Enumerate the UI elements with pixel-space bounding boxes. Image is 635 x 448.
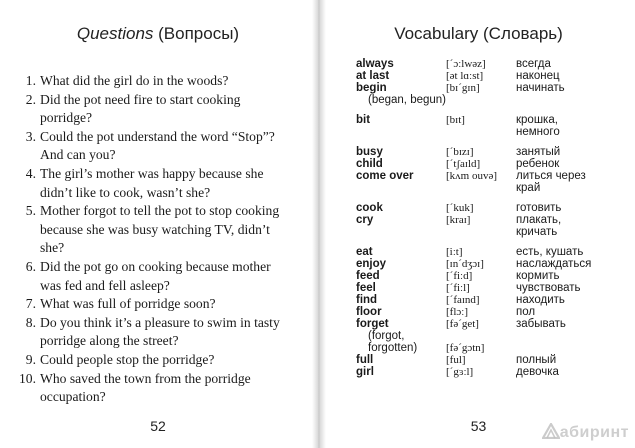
page-number-right: 53 xyxy=(470,418,487,434)
vocab-word: find xyxy=(356,294,378,306)
questions-list xyxy=(14,72,294,407)
vocab-entry xyxy=(356,170,626,182)
vocab-translation: край xyxy=(516,182,541,194)
question-number: 8. xyxy=(25,314,36,330)
vocab-transcription: [ət lɑːst] xyxy=(446,70,484,82)
vocab-spacer xyxy=(356,238,626,246)
vocab-entry xyxy=(356,114,626,126)
vocab-word: feed xyxy=(356,270,380,282)
vocab-transcription: [kʌm ouvə] xyxy=(446,170,498,182)
vocab-entry xyxy=(356,270,626,282)
vocab-entry xyxy=(356,306,626,318)
vocab-entry xyxy=(356,226,626,238)
vocab-translation: немного xyxy=(516,126,560,138)
vocab-word: floor xyxy=(356,306,382,318)
questions-title xyxy=(0,24,316,44)
vocab-transcription xyxy=(446,330,516,342)
vocab-entry xyxy=(356,82,626,94)
vocab-entry xyxy=(356,294,626,306)
vocab-transcription: [ˊbɪzɪ] xyxy=(446,146,474,158)
vocab-entry xyxy=(356,94,626,106)
vocab-translation: всегда xyxy=(516,58,551,70)
vocab-translation: пол xyxy=(516,306,536,318)
question-text: Could the pot understand the word “Stop”? And can you? xyxy=(40,128,275,163)
vocab-entry xyxy=(356,366,626,378)
vocab-word: girl xyxy=(356,366,374,378)
vocab-transcription xyxy=(446,94,516,106)
vocab-transcription: [ˊkuk] xyxy=(446,202,474,214)
vocab-transcription: [ful] xyxy=(446,354,466,366)
question-text: What was full of porridge soon? xyxy=(40,296,216,312)
question-text: What did the girl do in the woods? xyxy=(40,73,229,88)
vocab-spacer xyxy=(356,138,626,146)
vocab-translation xyxy=(516,330,626,342)
question-number: 1. xyxy=(25,73,36,88)
vocab-transcription xyxy=(446,226,516,238)
vocab-translation: находить xyxy=(516,294,565,306)
vocab-translation xyxy=(516,342,626,354)
left-page xyxy=(0,0,316,448)
question-number: 5. xyxy=(25,203,36,219)
vocab-translation: полный xyxy=(516,354,557,366)
vocab-word: (began, begun) xyxy=(368,94,447,106)
question-item xyxy=(14,258,294,295)
vocab-spacer xyxy=(356,106,626,114)
vocab-transcription: [fəˊgɔtn] xyxy=(446,342,485,354)
question-item xyxy=(14,295,294,314)
vocab-word: begin xyxy=(356,82,387,94)
vocab-transcription xyxy=(446,126,516,138)
vocab-entry xyxy=(356,126,626,138)
question-text: Could people stop the porridge? xyxy=(40,351,215,367)
vocab-transcription: [ɪnˊdʒɔɪ] xyxy=(446,258,484,270)
watermark xyxy=(542,423,629,442)
vocab-word: full xyxy=(356,354,374,366)
questions-title-english: Questions xyxy=(76,24,154,43)
vocab-word: bit xyxy=(356,114,371,126)
question-item xyxy=(14,202,294,258)
vocab-word: eat xyxy=(356,246,373,258)
vocab-transcription: [iːt] xyxy=(446,246,463,258)
vocab-translation: занятый xyxy=(516,146,561,158)
vocab-entry xyxy=(356,342,626,354)
question-text: Do you think it’s a pleasure to swim in tasty porridge along the street? xyxy=(40,314,280,349)
question-item xyxy=(14,351,294,370)
questions-title-russian: (Вопросы) xyxy=(153,24,240,43)
vocabulary-list xyxy=(356,58,626,378)
vocab-transcription: [ˊfaɪnd] xyxy=(446,294,480,306)
vocab-word xyxy=(356,126,446,138)
question-number: 9. xyxy=(25,351,36,367)
vocab-word: (forgot, xyxy=(368,330,405,342)
vocab-entry xyxy=(356,282,626,294)
question-number: 7. xyxy=(25,296,36,312)
vocab-word: cry xyxy=(356,214,374,226)
vocab-word: forget xyxy=(356,318,389,330)
vocab-word xyxy=(356,182,446,194)
vocab-entry xyxy=(356,70,626,82)
vocab-word: forgotten) xyxy=(368,342,418,354)
vocab-word: feel xyxy=(356,282,376,294)
vocab-word: always xyxy=(356,58,394,70)
vocab-translation: крошка, xyxy=(516,114,558,126)
vocab-entry xyxy=(356,318,626,330)
vocab-entry xyxy=(356,258,626,270)
vocab-transcription: [ˊgɜːl] xyxy=(446,366,474,378)
vocab-transcription: [ˊtʃaɪld] xyxy=(446,158,481,170)
vocab-transcription: [kraɪ] xyxy=(446,214,471,226)
vocab-entry xyxy=(356,202,626,214)
question-item xyxy=(14,72,294,91)
question-item xyxy=(14,91,294,128)
question-text: Did the pot go on cooking because mother was fed and fell asleep? xyxy=(40,258,271,293)
question-number: 4. xyxy=(25,165,36,181)
question-item xyxy=(14,128,294,165)
vocab-translation: забывать xyxy=(516,318,566,330)
vocab-transcription: [fəˊget] xyxy=(446,318,479,330)
vocab-transcription: [flɔː] xyxy=(446,306,468,318)
vocab-translation: чувствовать xyxy=(516,282,581,294)
vocab-translation: девочка xyxy=(516,366,559,378)
vocab-entry xyxy=(356,214,626,226)
watermark-text: абиринт xyxy=(559,424,629,441)
vocab-transcription: [ˊɔːlwəz] xyxy=(446,58,486,70)
vocab-entry xyxy=(356,58,626,70)
vocab-translation: начинать xyxy=(516,82,565,94)
vocab-transcription: [bɪˊgɪn] xyxy=(446,82,480,94)
question-text: The girl’s mother was happy because she didn’t like to cook, wasn’t she? xyxy=(40,165,264,200)
vocab-word: come over xyxy=(356,170,414,182)
vocabulary-title: Vocabulary (Словарь) xyxy=(394,24,563,43)
vocab-transcription: [bɪt] xyxy=(446,114,465,126)
vocab-transcription: [ˊfiːl] xyxy=(446,282,470,294)
vocab-translation: готовить xyxy=(516,202,562,214)
page-number-left: 52 xyxy=(150,418,166,434)
vocab-translation: литься через xyxy=(516,170,586,182)
vocab-entry xyxy=(356,354,626,366)
vocab-spacer xyxy=(356,194,626,202)
vocab-entry xyxy=(356,246,626,258)
vocab-translation: наконец xyxy=(516,70,560,82)
vocab-word: cook xyxy=(356,202,383,214)
vocab-entry xyxy=(356,146,626,158)
vocab-translation: плакать, xyxy=(516,214,562,226)
question-item xyxy=(14,370,294,407)
vocab-translation: есть, кушать xyxy=(516,246,584,258)
vocab-word: child xyxy=(356,158,383,170)
vocab-entry xyxy=(356,158,626,170)
vocab-translation: кормить xyxy=(516,270,560,282)
question-number: 6. xyxy=(25,258,36,274)
vocab-word xyxy=(356,226,446,238)
vocab-word: enjoy xyxy=(356,258,387,270)
vocab-translation: наслаждаться xyxy=(516,258,592,270)
vocab-translation xyxy=(516,94,626,106)
labyrinth-logo-icon xyxy=(542,423,560,439)
right-page xyxy=(322,0,635,448)
question-number: 2. xyxy=(25,91,36,107)
vocab-transcription xyxy=(446,182,516,194)
question-number: 10. xyxy=(19,370,36,386)
vocab-transcription: [ˊfiːd] xyxy=(446,270,473,282)
vocab-translation: кричать xyxy=(516,226,558,238)
question-text: Who saved the town from the porridge occupation? xyxy=(40,370,251,405)
vocab-word: at last xyxy=(356,70,390,82)
vocab-entry xyxy=(356,330,626,342)
vocab-word: busy xyxy=(356,146,383,158)
vocab-entry xyxy=(356,182,626,194)
question-item xyxy=(14,165,294,202)
question-item xyxy=(14,314,294,351)
question-text: Did the pot need fire to start cooking porridge? xyxy=(40,91,241,126)
question-text: Mother forgot to tell the pot to stop cooking because she was busy watching TV, didn’t she? xyxy=(40,203,280,256)
question-number: 3. xyxy=(25,128,36,144)
vocab-translation: ребенок xyxy=(516,158,560,170)
